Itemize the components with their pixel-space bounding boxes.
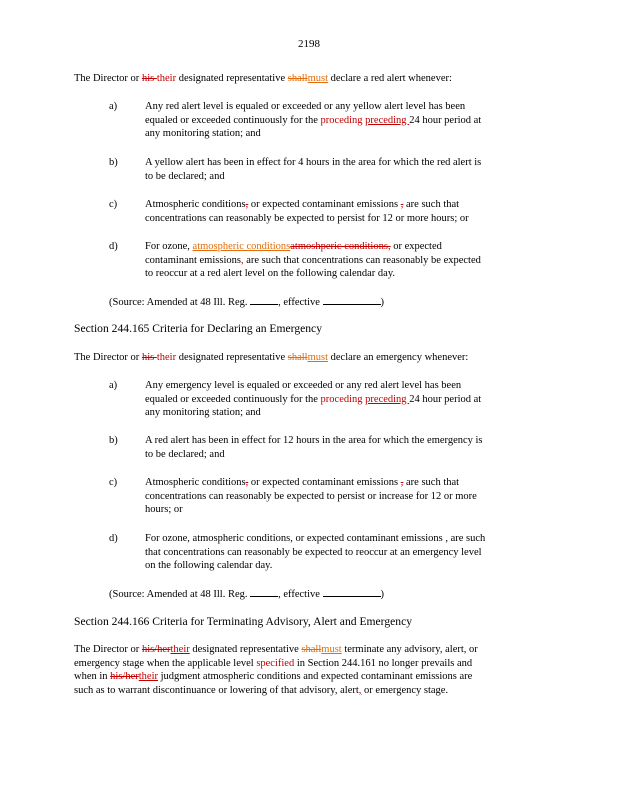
item-label: c) xyxy=(109,199,118,210)
inserted-text: their xyxy=(156,73,177,84)
deleted-text: shall xyxy=(287,73,308,84)
list-item: A yellow alert has been in effect for 4 hours in the area for which the red alert is to be declared; and xyxy=(145,157,482,182)
item-label: a) xyxy=(109,101,118,112)
source-note: (Source: Amended at 48 Ill. Reg. , effective ) xyxy=(109,589,385,600)
list-item: For ozone, atmospheric conditionsatmoshperic conditions, or expected contaminant emissions, are such that concentrations can reasonably be expected to reoccur at a red alert level on the following calendar day. xyxy=(145,241,481,280)
list-item: Atmospheric conditions, or expected contaminant emissions , are such that concentrations can reasonably be expected to persist for 12 or more hours; or xyxy=(145,199,469,224)
item-label: b) xyxy=(109,157,118,168)
item-label: a) xyxy=(109,380,118,391)
list-item: For ozone, atmospheric conditions, or expected contaminant emissions , are such that concentrations can reasonably be expected to reoccur at an emergency level on the following calendar day. xyxy=(145,533,486,572)
list-item: Any red alert level is equaled or exceeded or any yellow alert level has been equaled or exceeded continuously for the proceding preceding 24 hour period at any monitoring station; and xyxy=(145,101,482,140)
section-heading: Section 244.165 Criteria for Declaring an Emergency xyxy=(74,322,323,335)
source-note: (Source: Amended at 48 Ill. Reg. , effective ) xyxy=(109,297,385,308)
item-label: d) xyxy=(109,533,118,544)
item-label: c) xyxy=(109,477,118,488)
item-label: d) xyxy=(109,241,118,252)
inserted-text: must xyxy=(307,73,329,84)
list-item: Any emergency level is equaled or exceeded or any red alert level has been equaled or exceeded continuously for the proceding preceding 24 hour period at any monitoring station; and xyxy=(145,380,482,419)
section-heading: Section 244.166 Criteria for Terminating Advisory, Alert and Emergency xyxy=(74,615,413,628)
deleted-text: his xyxy=(141,73,157,84)
list-item: Atmospheric conditions, or expected contaminant emissions , are such that concentrations can reasonably be expected to persist or increase for 12 or more hours; or xyxy=(145,477,477,516)
page-number: 2198 xyxy=(298,38,320,50)
list-item: A red alert has been in effect for 12 hours in the area for which the emergency is to be declared; and xyxy=(145,435,483,460)
item-label: b) xyxy=(109,435,118,446)
emergency-intro: The Director or his their designated representative shallmust declare an emergency whenever: xyxy=(74,352,469,363)
red-alert-intro: The Director or his their designated representative shallmust declare a red alert whenever: xyxy=(74,73,452,84)
terminate-paragraph: The Director or his/hertheir designated representative shallmust terminate any advisory, alert, or emergency stage when the applicable level specified in Section 244.161 no longer prevails and when in his/hertheir judgment atmospheric conditions and expected contaminant emissions are such as to warrant discontinuance or lowering of that advisory, alert, or emergency stage. xyxy=(74,644,478,696)
